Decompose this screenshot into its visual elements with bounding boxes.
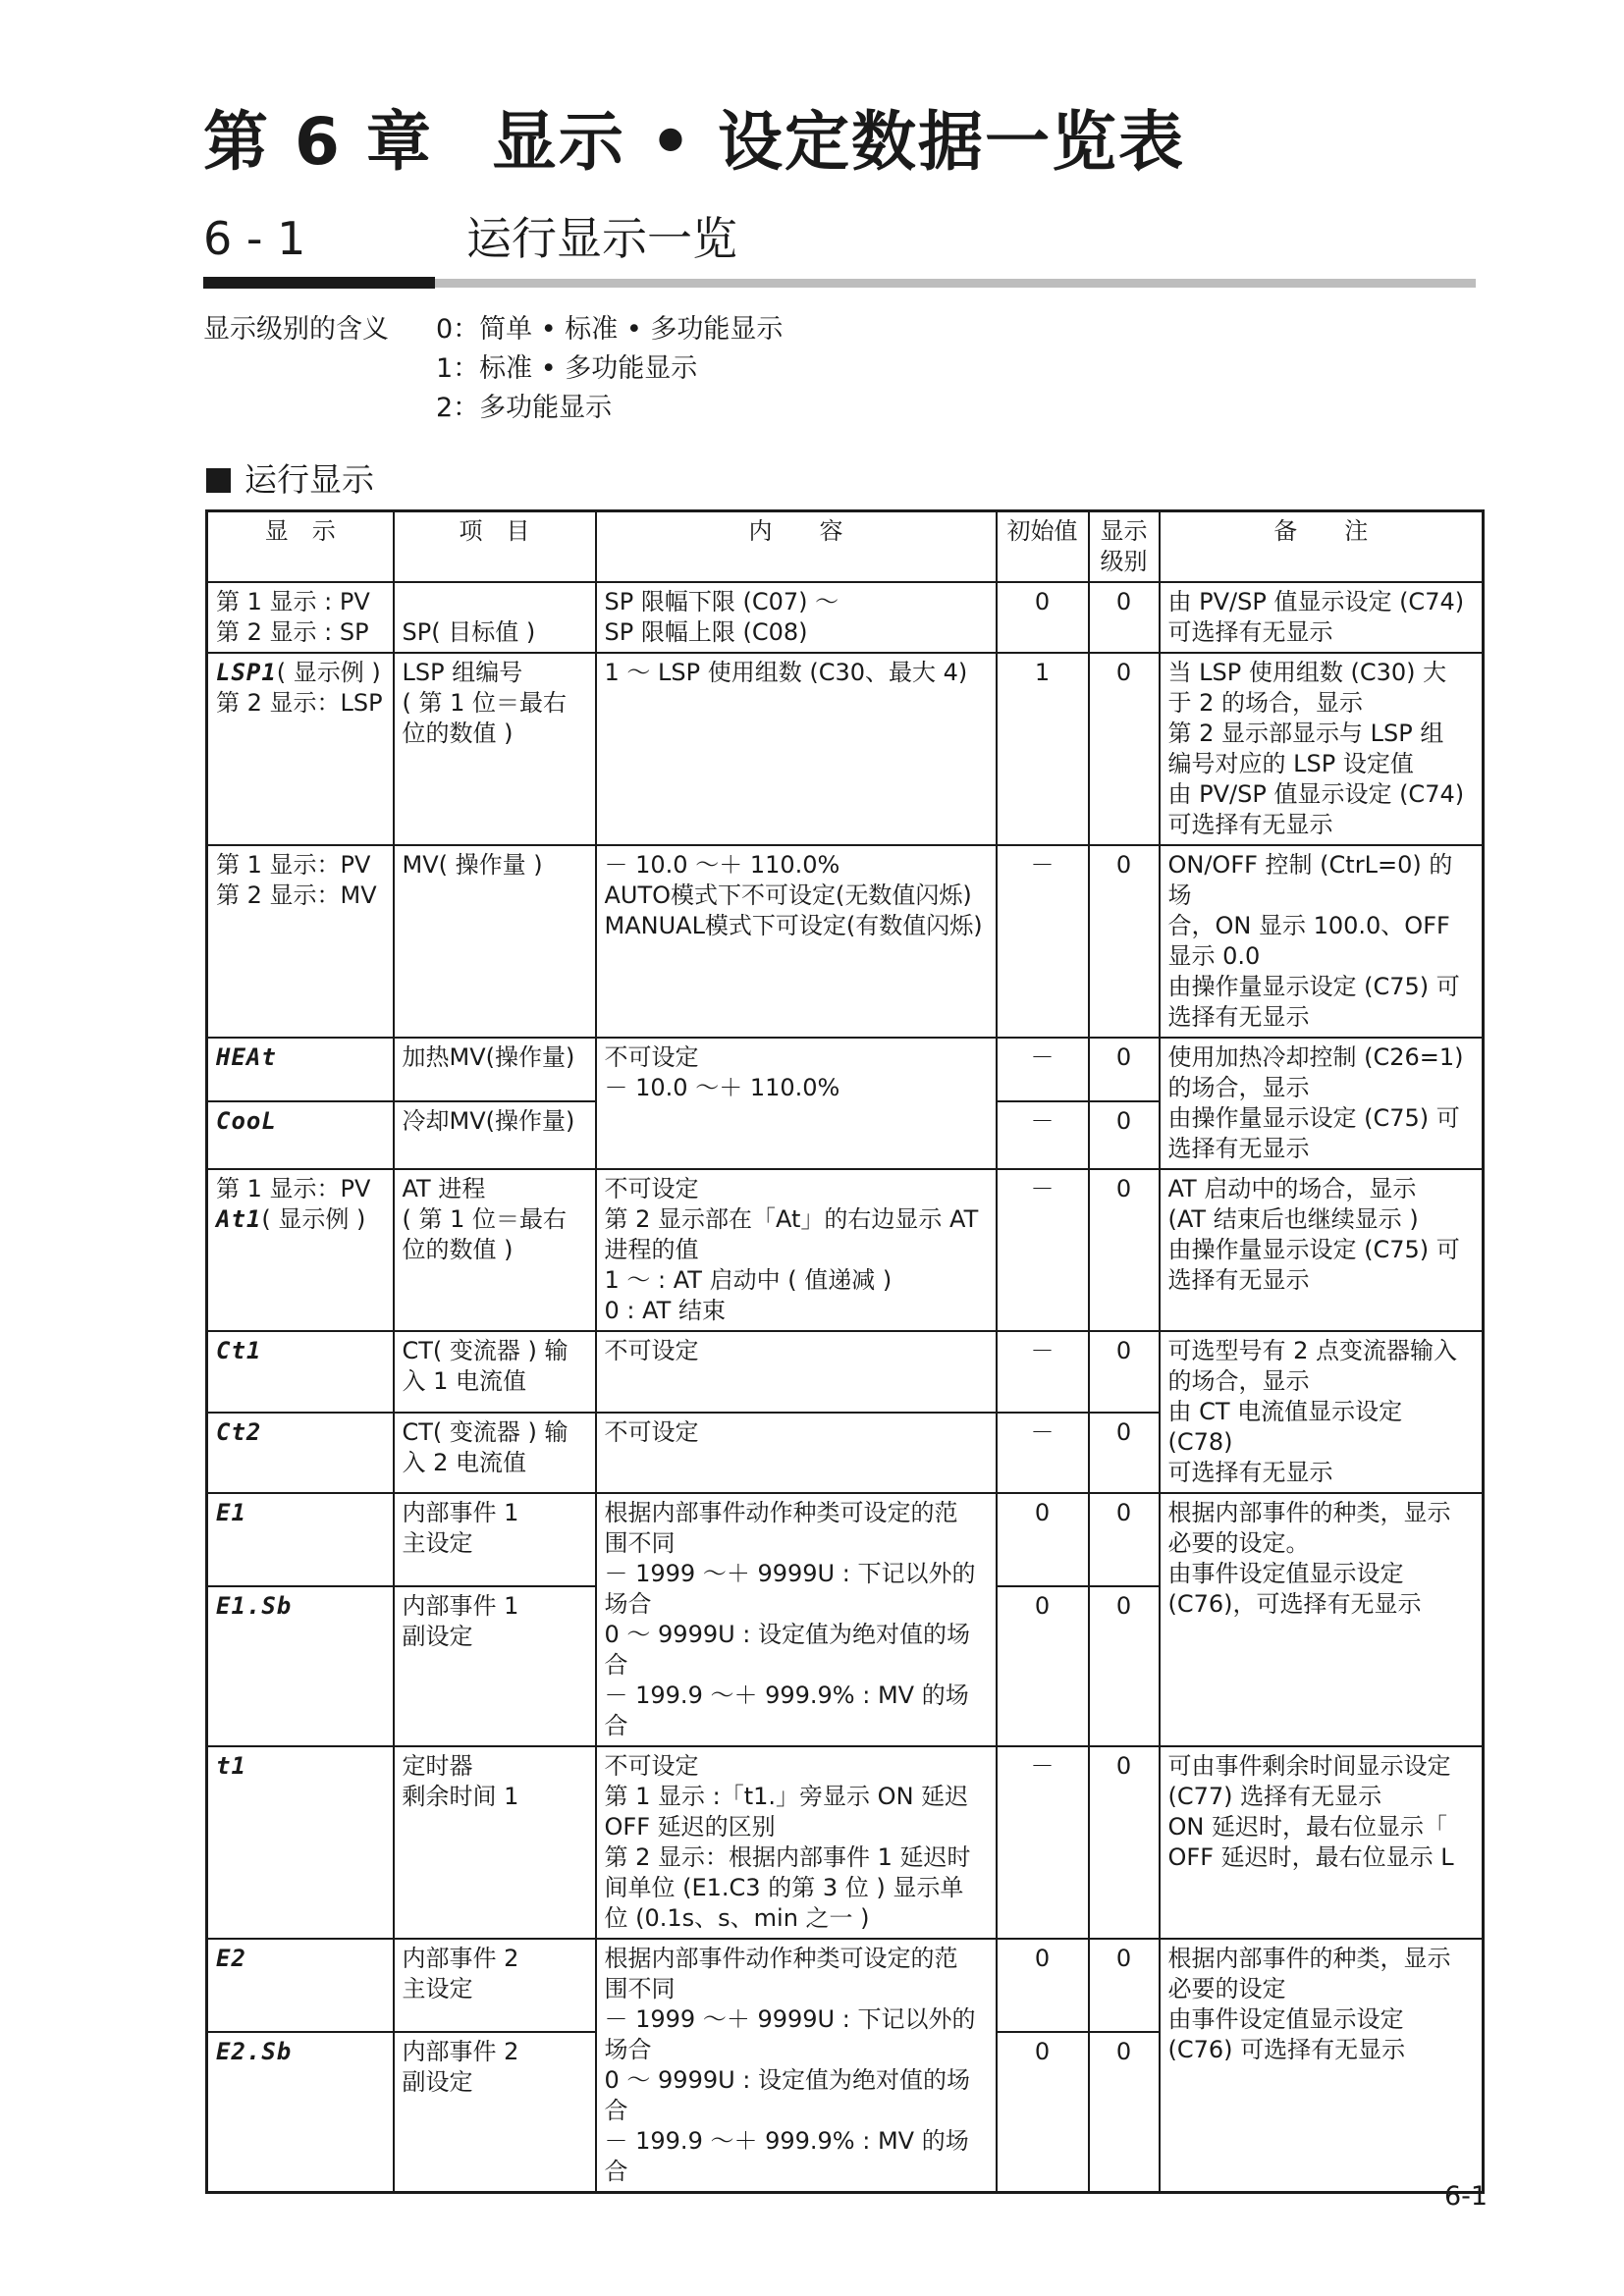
legend-label: 显示级别的含义 bbox=[203, 314, 389, 345]
segment-code: E2.Sb bbox=[216, 2037, 293, 2065]
content-cell: － 10.0 ～＋ 110.0% AUTO模式下不可设定(无数值闪烁) MANUAL模式下可设定(有数值闪烁) bbox=[596, 845, 997, 1038]
segment-code: E2 bbox=[216, 1945, 246, 1972]
content-cell: 根据内部事件动作种类可设定的范 围不同 － 1999 ～＋ 9999U : 下记以外的 场合 0 ～ 9999U : 设定值为绝对值的场合 － 199.9 ～＋ 999.9% : MV 的场合 bbox=[596, 1493, 997, 1746]
initial-value-cell: － bbox=[997, 1101, 1089, 1169]
initial-value-cell: － bbox=[997, 1169, 1089, 1331]
display-cell bbox=[207, 1493, 394, 1586]
header-content: 内 容 bbox=[596, 511, 997, 583]
level-cell: 0 bbox=[1089, 1101, 1160, 1169]
header-display: 显 示 bbox=[207, 511, 394, 583]
display-cell: 第 1 显示 : PV 第 2 显示 : SP bbox=[207, 582, 394, 653]
header-display-level: 显示 级别 bbox=[1089, 511, 1160, 583]
display-cell: LSP1( 显示例 ) 第 2 显示：LSP bbox=[207, 653, 394, 845]
item-cell: SP( 目标值 ) bbox=[394, 582, 596, 653]
note-cell: ON/OFF 控制 (CtrL=0) 的场 合，ON 显示 100.0、OFF 显示 0.0 由操作量显示设定 (C75) 可 选择有无显示 bbox=[1160, 845, 1484, 1038]
chapter-heading bbox=[203, 104, 1186, 180]
item-cell: LSP 组编号 ( 第 1 位＝最右 位的数值 ) bbox=[394, 653, 596, 845]
level-cell: 0 bbox=[1089, 1939, 1160, 2032]
level-cell: 0 bbox=[1089, 845, 1160, 1038]
segment-code: Ct2 bbox=[216, 1417, 262, 1446]
display-cell bbox=[207, 1331, 394, 1413]
table-row bbox=[207, 1331, 1484, 1413]
content-cell: 不可设定 第 1 显示 :「t1.」旁显示 ON 延迟 OFF 延迟的区别 第 2 显示：根据内部事件 1 延迟时 间单位 (E1.C3 的第 3 位 ) 显示单 位 (0.1s、s、min 之一 ) bbox=[596, 1746, 997, 1939]
segment-code: E1 bbox=[216, 1499, 246, 1526]
content-cell: 不可设定 － 10.0 ～＋ 110.0% bbox=[596, 1038, 997, 1169]
display-cell: 第 1 显示：PV At1( 显示例 ) bbox=[207, 1169, 394, 1331]
display-cell bbox=[207, 2032, 394, 2193]
item-cell: 内部事件 1 主设定 bbox=[394, 1493, 596, 1586]
content-cell: 不可设定 bbox=[596, 1331, 997, 1413]
initial-value-cell: － bbox=[997, 1038, 1089, 1101]
initial-value-cell: 0 bbox=[997, 2032, 1089, 2193]
initial-value-cell: － bbox=[997, 1746, 1089, 1939]
display-cell bbox=[207, 1038, 394, 1101]
section-number: 6 - 1 bbox=[203, 212, 306, 265]
display-cell bbox=[207, 1101, 394, 1169]
heading-rule-dark bbox=[203, 277, 435, 289]
segment-code: CooL bbox=[216, 1106, 277, 1135]
item-cell: CT( 变流器 ) 输 入 2 电流值 bbox=[394, 1413, 596, 1494]
item-cell: MV( 操作量 ) bbox=[394, 845, 596, 1038]
content-cell: 根据内部事件动作种类可设定的范 围不同 － 1999 ～＋ 9999U : 下记以外的 场合 0 ～ 9999U : 设定值为绝对值的场合 － 199.9 ～＋ 999.9% : MV 的场合 bbox=[596, 1939, 997, 2193]
level-cell: 0 bbox=[1089, 1493, 1160, 1586]
segment-code: HEAt bbox=[216, 1043, 277, 1071]
level-cell: 0 bbox=[1089, 1038, 1160, 1101]
note-cell: AT 启动中的场合，显示 (AT 结束后也继续显示 ) 由操作量显示设定 (C75) 可 选择有无显示 bbox=[1160, 1169, 1484, 1331]
segment-code: Ct1 bbox=[216, 1337, 262, 1364]
display-cell bbox=[207, 1939, 394, 2032]
segment-code: E1.Sb bbox=[216, 1591, 293, 1620]
heading-rule-light bbox=[435, 279, 1476, 288]
subheading-text: 运行显示 bbox=[244, 460, 374, 499]
note-cell: 可选型号有 2 点变流器输入 的场合，显示 由 CT 电流值显示设定 (C78) 可选择有无显示 bbox=[1160, 1331, 1484, 1493]
segment-code: t1 bbox=[216, 1752, 246, 1780]
note-cell: 由 PV/SP 值显示设定 (C74) 可选择有无显示 bbox=[1160, 582, 1484, 653]
table-row bbox=[207, 845, 1484, 1038]
item-cell: 加热MV(操作量) bbox=[394, 1038, 596, 1101]
chapter-title: 显示 • 设定数据一览表 bbox=[491, 104, 1186, 180]
table-row bbox=[207, 1493, 1484, 1586]
note-cell: 可由事件剩余时间显示设定 (C77) 选择有无显示 ON 延迟时，最右位显示「 OFF 延迟时，最右位显示 L bbox=[1160, 1746, 1484, 1939]
header-item: 项 目 bbox=[394, 511, 596, 583]
initial-value-cell: － bbox=[997, 1413, 1089, 1494]
initial-value-cell: － bbox=[997, 1331, 1089, 1413]
note-cell: 使用加热冷却控制 (C26=1) 的场合，显示 由操作量显示设定 (C75) 可 选择有无显示 bbox=[1160, 1038, 1484, 1169]
initial-value-cell: － bbox=[997, 845, 1089, 1038]
display-cell bbox=[207, 1586, 394, 1746]
item-cell: CT( 变流器 ) 输 入 1 电流值 bbox=[394, 1331, 596, 1413]
item-cell: AT 进程 ( 第 1 位＝最右 位的数值 ) bbox=[394, 1169, 596, 1331]
item-cell: 内部事件 1 副设定 bbox=[394, 1586, 596, 1746]
table-header-row bbox=[207, 511, 1484, 583]
item-cell: 定时器 剩余时间 1 bbox=[394, 1746, 596, 1939]
header-note: 备 注 bbox=[1160, 511, 1484, 583]
level-cell: 0 bbox=[1089, 582, 1160, 653]
initial-value-cell: 0 bbox=[997, 582, 1089, 653]
level-cell: 0 bbox=[1089, 1586, 1160, 1746]
level-cell: 0 bbox=[1089, 1413, 1160, 1494]
page-number: 6-1 bbox=[1444, 2181, 1489, 2212]
table-row bbox=[207, 1939, 1484, 2032]
note-cell: 根据内部事件的种类，显示 必要的设定 由事件设定值显示设定 (C76) 可选择有无显示 bbox=[1160, 1939, 1484, 2193]
legend-level-2: 2：多功能显示 bbox=[436, 393, 613, 423]
display-cell bbox=[207, 1413, 394, 1494]
initial-value-cell: 0 bbox=[997, 1493, 1089, 1586]
content-cell: 不可设定 bbox=[596, 1413, 997, 1494]
operation-display-table bbox=[205, 509, 1485, 2194]
level-cell: 0 bbox=[1089, 2032, 1160, 2193]
item-cell: 内部事件 2 副设定 bbox=[394, 2032, 596, 2193]
display-cell bbox=[207, 1746, 394, 1939]
content-cell: SP 限幅下限 (C07) ～ SP 限幅上限 (C08) bbox=[596, 582, 997, 653]
legend-level-0: 0：简单 • 标准 • 多功能显示 bbox=[436, 314, 784, 345]
table-row bbox=[207, 653, 1484, 845]
content-cell: 不可设定 第 2 显示部在「At」的右边显示 AT 进程的值 1 ～ : AT 启动中 ( 值递减 ) 0 : AT 结束 bbox=[596, 1169, 997, 1331]
initial-value-cell: 0 bbox=[997, 1586, 1089, 1746]
level-cell: 0 bbox=[1089, 1746, 1160, 1939]
subheading bbox=[206, 460, 374, 499]
segment-code: LSP1 bbox=[216, 659, 277, 686]
segment-code: At1 bbox=[216, 1205, 262, 1233]
legend-level-1: 1：标准 • 多功能显示 bbox=[436, 353, 698, 384]
table-row bbox=[207, 1746, 1484, 1939]
item-cell: 内部事件 2 主设定 bbox=[394, 1939, 596, 2032]
note-cell: 当 LSP 使用组数 (C30) 大 于 2 的场合，显示 第 2 显示部显示与 LSP 组 编号对应的 LSP 设定值 由 PV/SP 值显示设定 (C74) 可选择有无显示 bbox=[1160, 653, 1484, 845]
section-heading bbox=[203, 212, 737, 265]
display-cell: 第 1 显示：PV 第 2 显示：MV bbox=[207, 845, 394, 1038]
content-cell: 1 ～ LSP 使用组数 (C30、最大 4) bbox=[596, 653, 997, 845]
table-row bbox=[207, 582, 1484, 653]
level-cell: 0 bbox=[1089, 1331, 1160, 1413]
note-cell: 根据内部事件的种类，显示 必要的设定。 由事件设定值显示设定 (C76)，可选择有无显示 bbox=[1160, 1493, 1484, 1746]
level-cell: 0 bbox=[1089, 653, 1160, 845]
item-cell: 冷却MV(操作量) bbox=[394, 1101, 596, 1169]
square-bullet-icon bbox=[206, 468, 231, 493]
section-title: 运行显示一览 bbox=[466, 212, 737, 265]
level-cell: 0 bbox=[1089, 1169, 1160, 1331]
table-row bbox=[207, 1038, 1484, 1101]
initial-value-cell: 0 bbox=[997, 1939, 1089, 2032]
chapter-number: 第 6 章 bbox=[203, 104, 433, 180]
initial-value-cell: 1 bbox=[997, 653, 1089, 845]
table-row bbox=[207, 1169, 1484, 1331]
header-initial-value: 初始值 bbox=[997, 511, 1089, 583]
